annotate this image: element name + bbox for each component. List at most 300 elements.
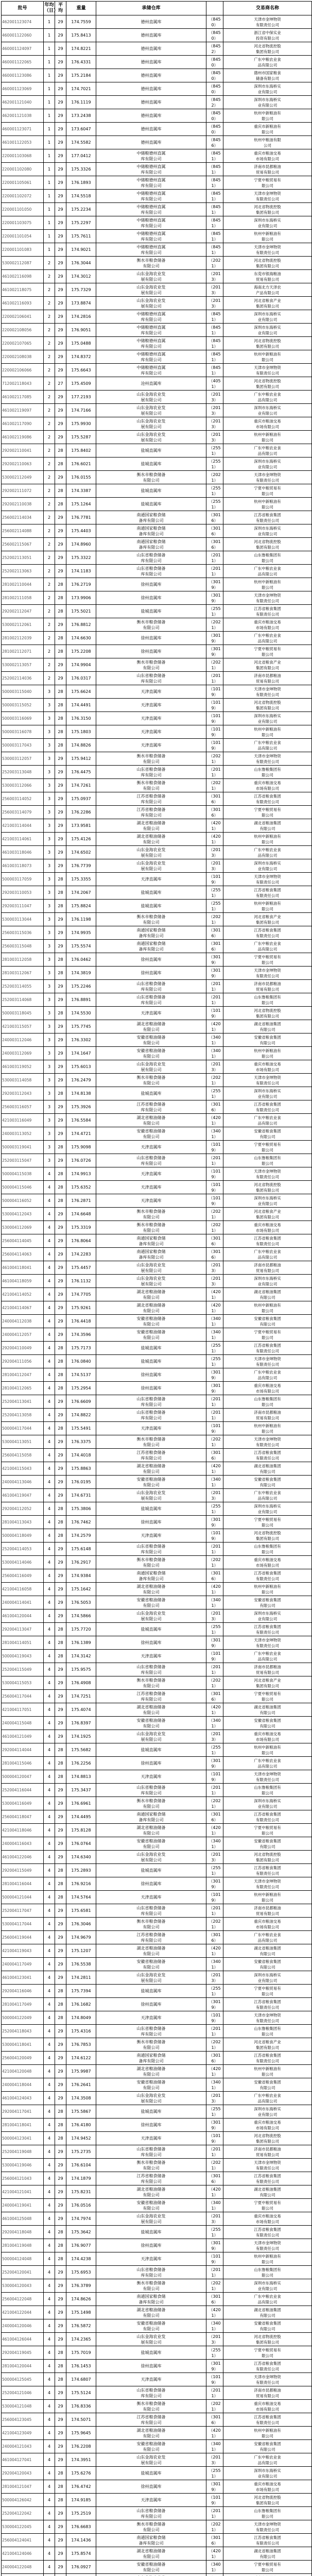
table-row bbox=[2, 2360, 312, 2373]
table-cell: 256003114079 bbox=[2, 806, 44, 819]
table-cell: 衡水市粮食储备 有限公司 bbox=[96, 658, 206, 672]
table-cell: （8450） bbox=[206, 69, 223, 82]
table-cell: 175.8574 bbox=[66, 2547, 96, 2561]
table-cell: 3 bbox=[44, 940, 55, 953]
table-cell: 29 bbox=[55, 123, 66, 136]
table-cell: （2011） bbox=[206, 1663, 223, 1676]
table-cell: 山东省粮食储备 库有限公司 bbox=[96, 1784, 206, 1797]
table-cell: 中储粮德州直属 库有限公司 bbox=[96, 149, 206, 163]
table-cell: 4 bbox=[44, 2025, 55, 2038]
table-cell: 4 bbox=[44, 2333, 55, 2346]
table-cell: 530004121048 bbox=[2, 2400, 44, 2413]
table-cell: 山东金海农业发 展有限公司 bbox=[96, 1261, 206, 1275]
table-cell: 安徽省粮食集团 有限公司 bbox=[223, 1596, 312, 1609]
table-cell: 宁夏中粮贸易有 限公司 bbox=[223, 1985, 312, 1998]
table-cell: 安徽省粮油储备 有限公司 bbox=[96, 2078, 206, 2092]
table-cell bbox=[96, 2574, 206, 2576]
table-row bbox=[2, 2386, 312, 2400]
table-row bbox=[2, 1033, 312, 1047]
table-row bbox=[2, 1569, 312, 1583]
table-cell: 深圳市东海桥实 业有限公司 bbox=[223, 2105, 312, 2119]
table-cell: 4 bbox=[44, 2346, 55, 2360]
table-cell: 湖北省粮油储备 有限公司 bbox=[96, 833, 206, 846]
table-cell: 4 bbox=[44, 2279, 55, 2293]
table-cell: （3019） bbox=[206, 1382, 223, 1395]
table-row bbox=[2, 1275, 312, 1288]
table-cell: 220001103068 bbox=[2, 149, 44, 163]
table-cell: 杭州中新粮油有 限公司 bbox=[223, 1047, 312, 1060]
table-cell: 252002114036 bbox=[2, 672, 44, 685]
table-cell: 256003115048 bbox=[2, 940, 44, 953]
table-row bbox=[2, 658, 312, 672]
table-cell: 29 bbox=[55, 82, 66, 96]
table-cell: （2021） bbox=[206, 658, 223, 672]
table-cell: 河北省物流控股 集团有限公司 bbox=[223, 203, 312, 216]
table-cell: 252004120041 bbox=[2, 2266, 44, 2279]
table-cell: 安徽省粮食集团 有限公司 bbox=[223, 2078, 312, 2092]
table-cell: 深圳市东海桥实 业有限公司 bbox=[223, 1971, 312, 1985]
table-row bbox=[2, 2011, 312, 2025]
table-cell: 461004124043 bbox=[2, 2092, 44, 2105]
table-cell: 240004113046 bbox=[2, 1476, 44, 1489]
table-cell: 天津直属库 bbox=[96, 2132, 206, 2145]
table-cell: 2 bbox=[44, 377, 55, 391]
table-cell: （1019） bbox=[206, 2132, 223, 2145]
table-cell: 重庆市粮油交易 市场有限公司 bbox=[223, 618, 312, 632]
table-cell: 河北省物流控股 集团有限公司 bbox=[223, 42, 312, 56]
table-cell: 28 bbox=[55, 1650, 66, 1663]
table-cell: （2011） bbox=[206, 565, 223, 578]
table-cell: 3 bbox=[44, 1127, 55, 1141]
table-cell: 德州直属库 bbox=[96, 42, 206, 56]
table-row bbox=[2, 1248, 312, 1261]
table-cell: 德州直属库 bbox=[96, 109, 206, 123]
table-row bbox=[2, 2400, 312, 2413]
table-cell: （8451） bbox=[206, 310, 223, 324]
table-cell: （8452） bbox=[206, 42, 223, 56]
table-cell: 山东金海农业发 展有限公司 bbox=[96, 391, 206, 404]
table-cell: 175.7394 bbox=[66, 1985, 96, 1998]
table-cell: 28 bbox=[55, 2239, 66, 2252]
table-cell: 山东金海农业发 展有限公司 bbox=[96, 2453, 206, 2467]
table-cell: （2013） bbox=[206, 846, 223, 859]
table-cell: 山东金海农业发 展有限公司 bbox=[96, 270, 206, 283]
table-cell: 174.2816 bbox=[66, 310, 96, 324]
table-cell: 176.7781 bbox=[66, 511, 96, 524]
table-cell: 4 bbox=[44, 2360, 55, 2373]
table-cell: 衡水市粮食储备 有限公司 bbox=[96, 752, 206, 766]
table-cell: 173.9906 bbox=[66, 591, 96, 605]
table-cell: 29 bbox=[55, 1489, 66, 1502]
table-cell: 220002106041 bbox=[2, 310, 44, 324]
table-cell: （3401） bbox=[206, 1958, 223, 1971]
table-cell: 29 bbox=[55, 1971, 66, 1985]
table-cell: 3 bbox=[44, 712, 55, 725]
table-cell: （8451） bbox=[206, 243, 223, 257]
table-cell: （2013） bbox=[206, 1730, 223, 1743]
table-cell: 山东金海农业发 展有限公司 bbox=[96, 846, 206, 859]
table-cell: 29 bbox=[55, 806, 66, 819]
table-cell: 安徽省粮油储备 有限公司 bbox=[96, 1476, 206, 1489]
table-cell: 天津市金坤物资 有限责任公司 bbox=[223, 15, 312, 29]
table-row bbox=[2, 2373, 312, 2386]
table-row bbox=[2, 2507, 312, 2520]
table-row bbox=[2, 993, 312, 1007]
table-cell: 4 bbox=[44, 2440, 55, 2453]
table-cell: 重庆市粮油交易 市场有限公司 bbox=[223, 2400, 312, 2413]
table-cell: 南通国家粮食储 备库有限公司 bbox=[96, 1810, 206, 1824]
table-cell: 292002110041 bbox=[2, 444, 44, 457]
table-cell: 4 bbox=[44, 1743, 55, 1757]
table-cell: 174.6502 bbox=[66, 846, 96, 859]
table-cell: 29 bbox=[55, 1784, 66, 1797]
table-cell: 174.5764 bbox=[66, 1891, 96, 1904]
table-row bbox=[2, 417, 312, 431]
table-cell: 500003116078 bbox=[2, 725, 44, 739]
table-cell: 4 bbox=[44, 2226, 55, 2239]
table-cell: 174.3387 bbox=[66, 484, 96, 498]
table-cell: （2011） bbox=[206, 993, 223, 1007]
table-cell: （2011） bbox=[206, 980, 223, 993]
table-row bbox=[2, 699, 312, 712]
table-cell: 29 bbox=[55, 2306, 66, 2319]
table-cell: 广东中粮农业食 品有限公司 bbox=[223, 632, 312, 645]
table-cell: 461001122053 bbox=[2, 136, 44, 149]
table-cell: （3401） bbox=[206, 1476, 223, 1489]
table-cell: 山东鲁粮集团有 限公司 bbox=[223, 1784, 312, 1797]
table-cell: 河北省物流控股 集团有限公司 bbox=[223, 2333, 312, 2346]
table-cell: （3401） bbox=[206, 2561, 223, 2574]
table-cell: 240004116043 bbox=[2, 1837, 44, 1851]
table-cell: 174.8138 bbox=[66, 1087, 96, 1100]
table-cell: 4 bbox=[44, 2507, 55, 2520]
table-row bbox=[2, 1958, 312, 1971]
table-cell: 29 bbox=[55, 96, 66, 109]
table-cell: 177.0412 bbox=[66, 149, 96, 163]
table-row bbox=[2, 524, 312, 538]
header-cell: 平 均 bbox=[55, 2, 66, 15]
table-cell: 4 bbox=[44, 1543, 55, 1556]
table-cell: 29 bbox=[55, 1931, 66, 1944]
table-row bbox=[2, 29, 312, 42]
table-cell: 湖北省粮油集团 有限公司 bbox=[223, 819, 312, 833]
table-cell: 湖北省粮油集团 有限公司 bbox=[223, 1944, 312, 1958]
table-cell: 德州直属库 bbox=[96, 69, 206, 82]
table-cell: 292004115049 bbox=[2, 1864, 44, 1877]
table-row bbox=[2, 2574, 312, 2576]
table-row bbox=[2, 176, 312, 190]
table-cell: 2 bbox=[44, 324, 55, 337]
data-table bbox=[1, 1, 312, 2576]
table-cell: （3016） bbox=[206, 538, 223, 551]
table-cell: 29 bbox=[55, 163, 66, 176]
table-cell: 175.9645 bbox=[66, 2427, 96, 2440]
table-cell: 杭州中新粮油有 限公司 bbox=[223, 725, 312, 739]
table-cell: 4 bbox=[44, 2199, 55, 2212]
table-cell: 175.1642 bbox=[66, 1583, 96, 1596]
table-cell: 衡水市粮食储备 有限公司 bbox=[96, 1074, 206, 1087]
table-cell: 安徽省粮油储备 有限公司 bbox=[96, 1047, 206, 1060]
table-row bbox=[2, 15, 312, 29]
table-cell: （3019） bbox=[206, 2360, 223, 2373]
table-cell: 174.7021 bbox=[66, 82, 96, 96]
table-cell: 461002119097 bbox=[2, 404, 44, 417]
table-cell: 530003113044 bbox=[2, 913, 44, 926]
table-cell: 256002115067 bbox=[2, 538, 44, 551]
table-cell: 530004118041 bbox=[2, 2038, 44, 2052]
table-cell: 重庆市新粮油有 限公司 bbox=[223, 123, 312, 136]
table-cell: 4 bbox=[44, 1502, 55, 1516]
table-cell: 461003118073 bbox=[2, 859, 44, 873]
table-cell: 山东省粮食储备 库有限公司 bbox=[96, 2266, 206, 2279]
table-cell: 4 bbox=[44, 2038, 55, 2052]
table-cell: 176.6609 bbox=[66, 1395, 96, 1409]
table-row bbox=[2, 1194, 312, 1208]
table-cell: 175.3926 bbox=[66, 1100, 96, 1114]
table-cell: 湖北省粮油储备 有限公司 bbox=[96, 1703, 206, 1717]
table-cell: 292002112047 bbox=[2, 605, 44, 618]
table-cell: （4201） bbox=[206, 2065, 223, 2078]
table-row bbox=[2, 2467, 312, 2480]
table-row bbox=[2, 1931, 312, 1944]
table-cell: （3019） bbox=[206, 1757, 223, 1770]
table-cell: 深圳市东海桥实 业有限公司 bbox=[223, 2279, 312, 2293]
table-cell: 宁夏中粮贸易有 限公司 bbox=[223, 2561, 312, 2574]
table-cell: 29 bbox=[55, 2159, 66, 2172]
table-cell: 29 bbox=[55, 203, 66, 216]
table-cell: 南通国家粮食储 备库有限公司 bbox=[96, 940, 206, 953]
table-cell: 460001123069 bbox=[2, 82, 44, 96]
table-row bbox=[2, 190, 312, 203]
table-cell: 29 bbox=[55, 69, 66, 82]
table-cell: 1 bbox=[44, 190, 55, 203]
table-cell: 天津市金坤物资 有限责任公司 bbox=[223, 1877, 312, 1891]
table-cell: 山东鲁粮集团有 限公司 bbox=[223, 1154, 312, 1167]
table-cell: 江苏省粮食集团 有限责任公司 bbox=[223, 1864, 312, 1877]
table-cell: 江苏省粮食集团 有限责任公司 bbox=[223, 1449, 312, 1462]
table-cell: 28 bbox=[55, 605, 66, 618]
table-row bbox=[2, 1556, 312, 1569]
table-cell: 174.5137 bbox=[66, 1368, 96, 1382]
table-cell: （3401） bbox=[206, 1717, 223, 1730]
table-cell: 256004115058 bbox=[2, 1449, 44, 1462]
table-cell: 衡水市粮食储备 有限公司 bbox=[96, 471, 206, 484]
table-cell: 广东中粮农业食 品有限公司 bbox=[223, 2092, 312, 2105]
table-row bbox=[2, 2038, 312, 2052]
table-cell: 杭州中新粮油有 限公司 bbox=[223, 350, 312, 364]
table-cell: 2 bbox=[44, 431, 55, 444]
table-cell: 4 bbox=[44, 2159, 55, 2172]
table-cell: 天津市金坤物资 有限责任公司 bbox=[223, 1770, 312, 1784]
table-cell: 175.6352 bbox=[66, 1181, 96, 1194]
table-cell: 174.9185 bbox=[66, 2494, 96, 2507]
table-cell: （2021） bbox=[206, 1918, 223, 1931]
table-cell: 29 bbox=[55, 511, 66, 524]
table-cell: 盐城直属库 bbox=[96, 1355, 206, 1368]
table-cell: （2013） bbox=[206, 1971, 223, 1985]
table-cell: 德州市国家粮食 储备有限公司 bbox=[223, 69, 312, 82]
table-cell: 28 bbox=[55, 2226, 66, 2239]
table-cell: 29 bbox=[55, 297, 66, 310]
table-cell: 杭州中新粮油有 限公司 bbox=[223, 1422, 312, 1435]
table-cell: 29 bbox=[55, 29, 66, 42]
table-cell: 240004112038 bbox=[2, 1315, 44, 1328]
table-cell: 3 bbox=[44, 699, 55, 712]
table-cell: 176.3046 bbox=[66, 1918, 96, 1931]
table-cell: （3401） bbox=[206, 2199, 223, 2212]
table-cell: 461002119086 bbox=[2, 431, 44, 444]
table-cell: 29 bbox=[55, 1797, 66, 1810]
table-cell: 252004115049 bbox=[2, 1663, 44, 1676]
table-row bbox=[2, 2252, 312, 2266]
table-cell: 德州直属库 bbox=[96, 29, 206, 42]
table-cell: 4 bbox=[44, 1663, 55, 1676]
table-cell: 衡水市粮食储备 有限公司 bbox=[96, 2038, 206, 2052]
table-cell: 重庆市粮油交易 市场有限公司 bbox=[223, 1221, 312, 1234]
table-cell: 175.1498 bbox=[66, 2306, 96, 2319]
table-cell: 4 bbox=[44, 1891, 55, 1904]
table-cell: 3 bbox=[44, 1100, 55, 1114]
table-cell: 292004113047 bbox=[2, 1623, 44, 1636]
table-cell: 4 bbox=[44, 1167, 55, 1181]
table-cell: 湖北省粮油储备 有限公司 bbox=[96, 1301, 206, 1315]
table-row bbox=[2, 685, 312, 699]
table-cell: 175.9412 bbox=[66, 752, 96, 766]
table-row bbox=[2, 900, 312, 913]
table-cell: 4 bbox=[44, 1355, 55, 1368]
table-cell: 深圳市东海桥实 业有限公司 bbox=[223, 859, 312, 873]
table-cell: 盐城直属库 bbox=[96, 457, 206, 471]
table-cell: （4051） bbox=[206, 377, 223, 391]
table-cell: 4 bbox=[44, 1275, 55, 1288]
table-row bbox=[2, 1449, 312, 1462]
table-cell: （3016） bbox=[206, 940, 223, 953]
table-cell: 4 bbox=[44, 1409, 55, 1422]
table-cell: 176.0155 bbox=[66, 471, 96, 484]
table-cell: 徐州直属库 bbox=[96, 591, 206, 605]
table-cell: 天津直属库 bbox=[96, 2011, 206, 2025]
table-cell: （8451） bbox=[206, 350, 223, 364]
table-cell: （8451） bbox=[206, 324, 223, 337]
table-cell: 4 bbox=[44, 1971, 55, 1985]
table-cell: （8451） bbox=[206, 163, 223, 176]
table-cell: （2011） bbox=[206, 1409, 223, 1422]
table-cell: 江苏省粮食集团 有限责任公司 bbox=[223, 1342, 312, 1355]
table-cell: 徐州直属库 bbox=[96, 967, 206, 980]
table-cell: 4 bbox=[44, 2078, 55, 2092]
table-cell: 174.1183 bbox=[66, 565, 96, 578]
table-cell: 4 bbox=[44, 1864, 55, 1877]
table-cell: 4 bbox=[44, 1221, 55, 1234]
table-cell: 2 bbox=[44, 457, 55, 471]
table-cell: 530004113051 bbox=[2, 1435, 44, 1449]
table-cell: 湖北省粮油储备 有限公司 bbox=[96, 1824, 206, 1837]
table-cell: 湖北省粮油储备 有限公司 bbox=[96, 1114, 206, 1127]
table-cell: 421004117051 bbox=[2, 1703, 44, 1717]
table-cell: 山东鲁粮集团有 限公司 bbox=[223, 2025, 312, 2038]
table-row bbox=[2, 1529, 312, 1543]
table-cell: 175.6953 bbox=[66, 2266, 96, 2279]
table-cell: （8450） bbox=[206, 109, 223, 123]
table-cell: （3019） bbox=[206, 2119, 223, 2132]
table-cell: 281002112039 bbox=[2, 632, 44, 645]
table-row bbox=[2, 2453, 312, 2467]
table-cell: 29 bbox=[55, 1127, 66, 1141]
table-cell: 175.1207 bbox=[66, 1944, 96, 1958]
table-cell: 174.3012 bbox=[66, 270, 96, 283]
table-cell: 重庆市粮油交易 市场有限公司 bbox=[223, 417, 312, 431]
table-cell: （2551） bbox=[206, 886, 223, 900]
table-cell: 德州直属库 bbox=[96, 136, 206, 149]
table-row bbox=[2, 1757, 312, 1770]
table-row bbox=[2, 270, 312, 283]
table-cell: 176.9077 bbox=[66, 2239, 96, 2252]
table-cell: 重庆市粮油交易 市场有限公司 bbox=[223, 2212, 312, 2226]
table-cell: 281002112071 bbox=[2, 645, 44, 658]
table-cell: 山东金海农业发 展有限公司 bbox=[96, 1730, 206, 1743]
table-row bbox=[2, 1583, 312, 1596]
table-cell: （3016） bbox=[206, 1100, 223, 1114]
table-cell: （4201） bbox=[206, 1583, 223, 1596]
table-cell: 174.8626 bbox=[66, 2293, 96, 2306]
table-cell: 4 bbox=[44, 1623, 55, 1636]
table-cell: 174.9021 bbox=[66, 243, 96, 257]
table-cell: （1019） bbox=[206, 699, 223, 712]
table-cell: 530004119046 bbox=[2, 2159, 44, 2172]
table-row bbox=[2, 1998, 312, 2011]
table-cell: 河北省物流控股 集团有限公司 bbox=[223, 699, 312, 712]
table-cell: 29 bbox=[55, 364, 66, 377]
table-cell: 天津市金坤物资 有限责任公司 bbox=[223, 685, 312, 699]
table-cell: 4 bbox=[44, 1342, 55, 1355]
table-cell: 175.4457 bbox=[66, 1261, 96, 1275]
table-cell: （1019） bbox=[206, 1422, 223, 1435]
table-cell: 460001123071 bbox=[2, 123, 44, 136]
table-cell: 29 bbox=[55, 1074, 66, 1087]
table-cell: 462001123074 bbox=[2, 15, 44, 29]
table-row bbox=[2, 2172, 312, 2185]
table-cell: 29 bbox=[55, 1275, 66, 1288]
table-row bbox=[2, 551, 312, 565]
table-cell: 176.3044 bbox=[66, 257, 96, 270]
table-cell: 宁夏中粮贸易有 限公司 bbox=[223, 645, 312, 658]
table-row bbox=[2, 1462, 312, 1476]
table-cell: 天津直属库 bbox=[96, 1007, 206, 1020]
table-row bbox=[2, 1703, 312, 1717]
table-cell: 174.8826 bbox=[66, 739, 96, 752]
table-cell: 292003111047 bbox=[2, 900, 44, 913]
table-row bbox=[2, 926, 312, 940]
table-cell: 南通国家粮食储 备库有限公司 bbox=[96, 524, 206, 538]
table-cell: 江苏省粮食集团 有限责任公司 bbox=[223, 1998, 312, 2011]
table-cell: （1019） bbox=[206, 725, 223, 739]
table-row bbox=[2, 2212, 312, 2226]
table-cell: 宁夏中粮贸易有 限公司 bbox=[223, 953, 312, 967]
table-row bbox=[2, 1221, 312, 1234]
table-row bbox=[2, 136, 312, 149]
table-row bbox=[2, 712, 312, 725]
table-cell: （2013） bbox=[206, 1275, 223, 1288]
table-cell: 461004119047 bbox=[2, 1489, 44, 1502]
table-cell: （1019） bbox=[206, 685, 223, 699]
table-cell: 177.2193 bbox=[66, 391, 96, 404]
table-cell: （8451） bbox=[206, 203, 223, 216]
table-cell: 174.2283 bbox=[66, 1248, 96, 1261]
table-cell: 4 bbox=[44, 1797, 55, 1810]
table-cell: 重庆市粮油交易 市场有限公司 bbox=[223, 1060, 312, 1074]
table-cell: 4 bbox=[44, 1784, 55, 1797]
table-cell: 江苏省粮食集团 有限责任公司 bbox=[223, 926, 312, 940]
